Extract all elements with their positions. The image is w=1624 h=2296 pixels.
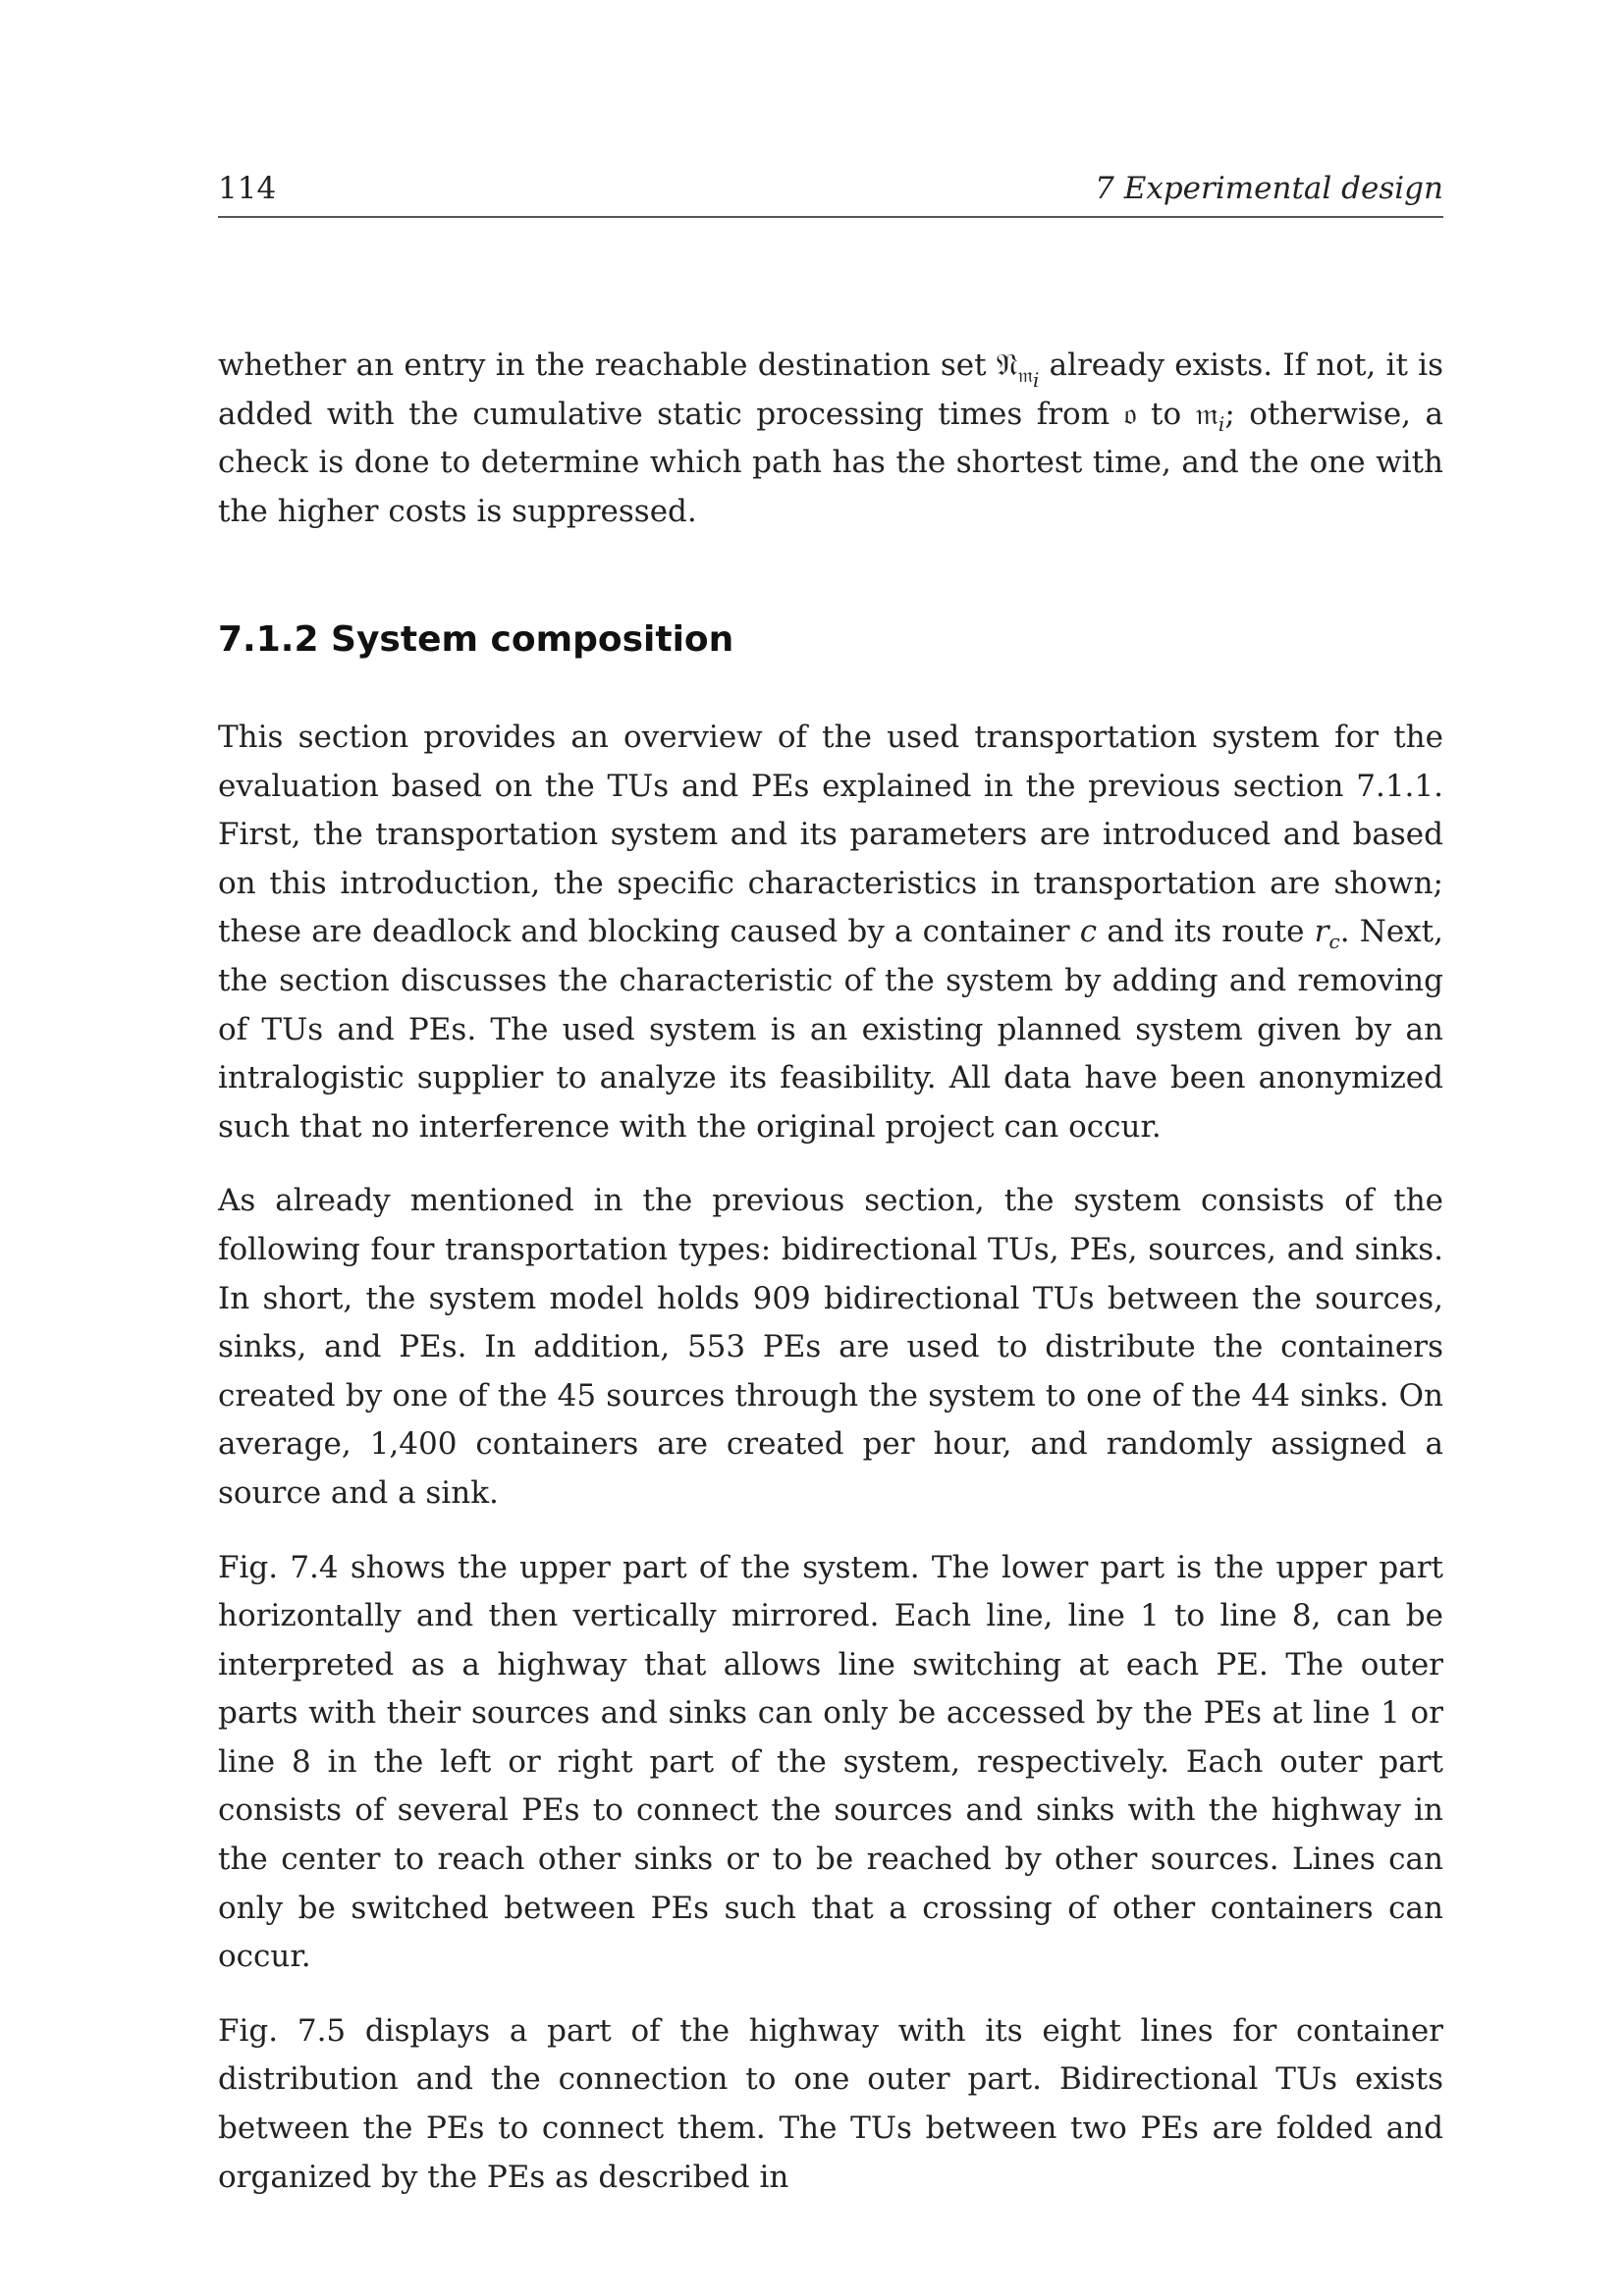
paragraph-overview: This section provides an overview of the used transportation system for the evaluation based on the TUs and PEs explained in the previous section 7.1.1. First, the transportation system and its parameters are introduced and based on this introduction, the specific characteristics in transportation are shown; these are deadlock and blocking caused by a container c and its route $r_c$. Next, the section discusses the characteristic of the system by adding and removing of TUs and PEs. The used system is an existing planned system given by an intralogistic supplier to analyze its feasibility. All data have been anonymized such that no interference with the original project can occur. <box>218 720 1443 1145</box>
origin-symbol: 𝔬 <box>1123 396 1137 432</box>
page-number: 114 <box>218 171 277 206</box>
reachable-set-symbol: 𝔑$_{𝔪_i}$ <box>996 347 1040 393</box>
section-body <box>218 714 1443 2202</box>
paragraph-continuation: whether an entry in the reachable destination set 𝔑$_{𝔪_i}$ already exists. If not, it is added with the cumulative static processing times from 𝔬 to 𝔪$_i$; otherwise, a check is done to determine which path has the shortest time, and the one with the higher costs is suppressed. <box>218 347 1443 529</box>
chapter-title: 7 Experimental design <box>1095 171 1443 206</box>
destination-symbol: 𝔪$_i$ <box>1195 396 1225 436</box>
section-heading: 7.1.2 System composition <box>218 619 734 660</box>
intro-text <box>218 342 1443 536</box>
running-header <box>218 171 1443 218</box>
paragraph-system-types: As already mentioned in the previous section, the system consists of the following four transportation types: bidirectional TUs, PEs, sources, and sinks. In short, the system model holds 909 bidirectional TUs between the sources, sinks, and PEs. In addition, 553 PEs are used to distribute the containers created by one of the 45 sources through the system to one of the 44 sinks. On average, 1,400 containers are created per hour, and randomly assigned a source and a sink. <box>218 1183 1443 1511</box>
paragraph-fig-7-4: Fig. 7.4 shows the upper part of the system. The lower part is the upper part horizontally and then vertically mirrored. Each line, line 1 to line 8, can be interpreted as a highway that allows line switching at each PE. The outer parts with their sources and sinks can only be accessed by the PEs at line 1 or line 8 in the left or right part of the system, respectively. Each outer part consists of several PEs to connect the sources and sinks with the highway in the center to reach other sinks or to be reached by other sources. Lines can only be switched between PEs such that a crossing of other containers can occur. <box>218 1549 1443 1975</box>
paragraph-fig-7-5: Fig. 7.5 displays a part of the highway with its eight lines for container distribution and the connection to one outer part. Bidirectional TUs exists between the PEs to connect them. The TUs between two PEs are folded and organized by the PEs as described in <box>218 2012 1443 2195</box>
